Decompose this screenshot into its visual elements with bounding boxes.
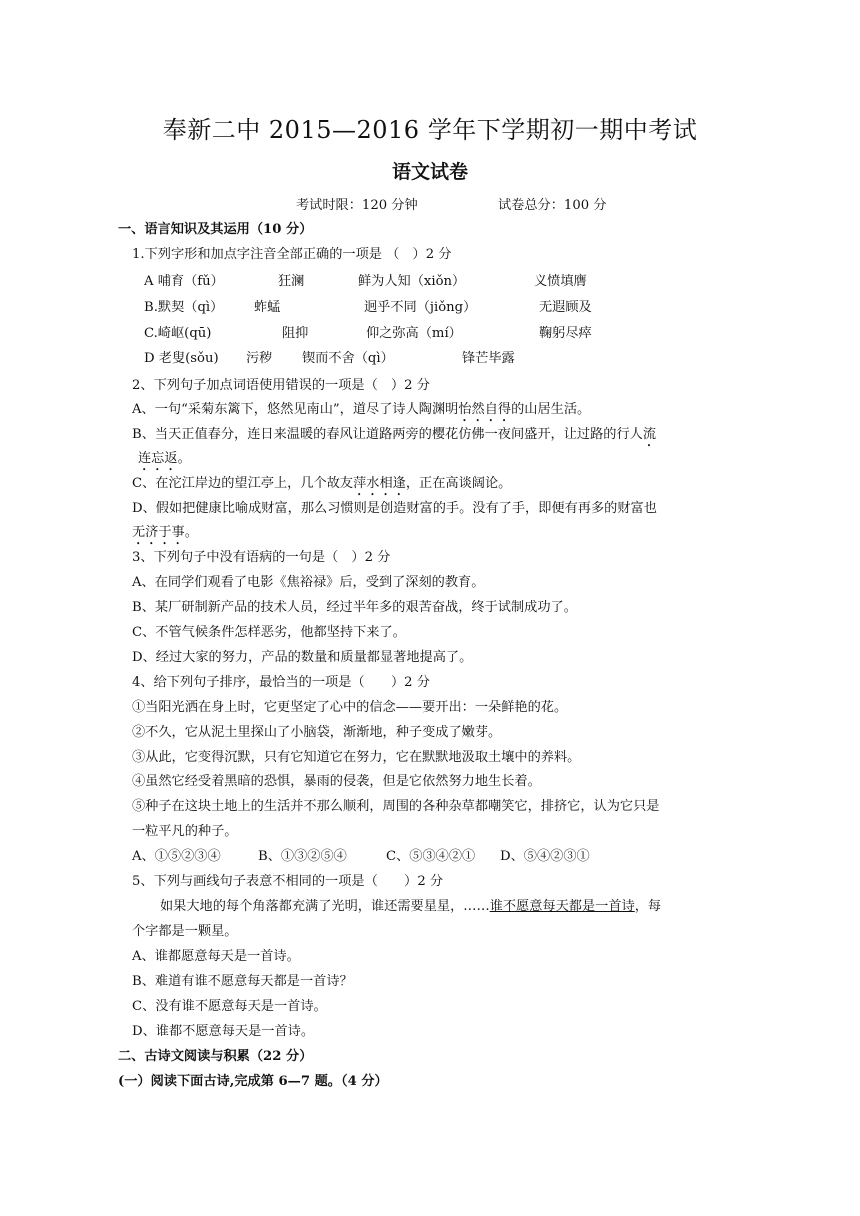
q1-a-word1: A 哺育（fǔ）	[144, 274, 224, 289]
q2-c-text-end: ，正在高谈阔论。	[405, 476, 512, 491]
q5-option-b: B、难道有谁不愿意每天都是一首诗？	[132, 974, 353, 989]
q1-stem: 1.下列字形和加点字注音全部正确的一项是 （ ）2 分	[132, 247, 452, 262]
q5-underlined-sentence: 谁不愿意每天都是一首诗	[489, 899, 635, 914]
q4-sentence-5-line1: ⑤种子在这块土地上的生活并不那么顺利，周围的各种杂草都嘲笑它，排挤它，认为它只是	[132, 799, 660, 814]
q4-stem: 4、给下列句子排序，最恰当的一项是（ ）2 分	[132, 675, 430, 690]
q4-option-c: C、⑤③④②①	[386, 849, 476, 864]
q1-d-word3: 锲而不舍（qì）	[302, 351, 394, 366]
q1-d-word1: D 老叟(sǒu)	[144, 351, 219, 366]
section1-heading: 一、语言知识及其运用（10 分）	[118, 222, 313, 237]
q1-c-word4: 鞠躬尽瘁	[539, 326, 592, 341]
exam-title: 奉新二中 2015—2016 学年下学期初一期中考试	[162, 116, 698, 144]
q2-option-c	[132, 472, 732, 499]
q2-a-text: A、一句“采菊东篱下，悠然见南山”，道尽了诗人陶渊明	[132, 402, 459, 417]
q2-option-d-line2	[132, 521, 732, 548]
q2-option-d-line1: D、假如把健康比喻成财富，那么习惯则是创造财富的手。没有了手，即便有再多的财富也	[132, 501, 657, 516]
q2-c-text: C、在沱江岸边的望江亭上，几个故友	[132, 476, 354, 491]
q3-option-b: B、某厂研制新产品的技术人员，经过半年多的艰苦奋战，终于试制成功了。	[132, 600, 577, 615]
q2-d-dotted-term: 无济于事	[132, 525, 185, 540]
q2-d-text-end: 。	[184, 525, 198, 540]
section2-subheading: (一）阅读下面古诗,完成第 6—7 题。（4 分）	[118, 1074, 388, 1089]
q4-option-a: A、①⑤②③④	[132, 849, 221, 864]
q2-c-dotted-term: 萍水相逢	[353, 476, 406, 491]
q1-c-word3: 仰之弥高（mí）	[366, 326, 462, 341]
q1-d-word4: 锋芒毕露	[462, 351, 515, 366]
q5-passage-line2: 个字都是一颗星。	[132, 924, 238, 939]
q2-option-b-line1	[132, 423, 732, 450]
q2-b-dotted-term-end: 连忘返	[138, 451, 178, 466]
q2-b-text: B、当天正值春分，连日来温暖的春风让道路两旁的樱花仿佛一夜间盛开，让过路的行人	[132, 427, 643, 442]
q2-b-text-end: 。	[177, 451, 191, 466]
exam-subtitle: 语文试卷	[391, 161, 468, 183]
q2-a-dotted-term: 怡然自得	[458, 402, 512, 417]
section2-heading: 二、古诗文阅读与积累（22 分）	[118, 1049, 313, 1064]
q5-passage-line1	[160, 895, 760, 919]
q3-stem: 3、下列句子中没有语病的一句是（ ）2 分	[132, 550, 391, 565]
q5-passage-text: 如果大地的每个角落都充满了光明，谁还需要星星，……	[160, 899, 490, 914]
q4-sentence-4: ④虽然它经受着黑暗的恐惧，暴雨的侵袭，但是它依然努力地生长着。	[132, 774, 541, 789]
q1-b-word2: 蚱蜢	[254, 300, 281, 315]
q4-option-b: B、①③②⑤④	[258, 849, 347, 864]
q1-d-word2: 污秽	[246, 351, 273, 366]
q1-b-word3: 迥乎不同（jiǒng）	[364, 300, 477, 315]
q3-option-a: A、在同学们观看了电影《焦裕禄》后，受到了深刻的教育。	[132, 575, 485, 590]
q5-option-c: C、没有谁不愿意每天是一首诗。	[132, 999, 327, 1014]
q1-c-word2: 阻抑	[282, 326, 309, 341]
q1-b-word4: 无遐顾及	[539, 300, 592, 315]
q1-a-word3: 鲜为人知（xiǒn）	[358, 274, 466, 289]
q2-option-b-line2	[138, 447, 738, 474]
q1-a-word2: 狂澜	[278, 274, 305, 289]
q5-passage-text-end: ，每	[634, 899, 662, 914]
q4-sentence-2: ②不久，它从泥土里探山了小脑袋，渐渐地，种子变成了嫩芽。	[132, 725, 502, 740]
q2-option-a	[132, 398, 732, 425]
q5-option-d: D、谁都不愿意每天是一首诗。	[132, 1024, 315, 1039]
q4-sentence-5-line2: 一粒平凡的种子。	[132, 824, 238, 839]
q4-option-d: D、⑤④②③①	[500, 849, 590, 864]
q5-option-a: A、谁都愿意每天是一首诗。	[132, 949, 300, 964]
q3-option-d: D、经过大家的努力，产品的数量和质量都显著地提高了。	[132, 650, 473, 665]
time-limit: 考试时限：120 分钟	[296, 198, 418, 213]
q1-a-word4: 义愤填膺	[534, 274, 587, 289]
q4-sentence-3: ③从此，它变得沉默，只有它知道它在努力，它在默默地汲取土壤中的养料。	[132, 750, 581, 765]
q4-sentence-1: ①当阳光洒在身上时，它更坚定了心中的信念——要开出：一朵鲜艳的花。	[132, 700, 568, 715]
q2-stem: 2、下列句子加点词语使用错误的一项是（ ）2 分	[132, 378, 430, 393]
total-score: 试卷总分：100 分	[498, 198, 607, 213]
q1-c-word1: C.崎岖(qū)	[144, 326, 212, 341]
q5-stem: 5、下列与画线句子表意不相同的一项是（ ）2 分	[132, 874, 444, 889]
q3-option-c: C、不管气候条件怎样恶劣，他都坚持下来了。	[132, 625, 406, 640]
q2-a-text-end: 的山居生活。	[511, 402, 591, 417]
q2-b-dotted-term-start: 流	[642, 427, 657, 442]
q1-b-word1: B.默契（qì）	[144, 300, 224, 315]
